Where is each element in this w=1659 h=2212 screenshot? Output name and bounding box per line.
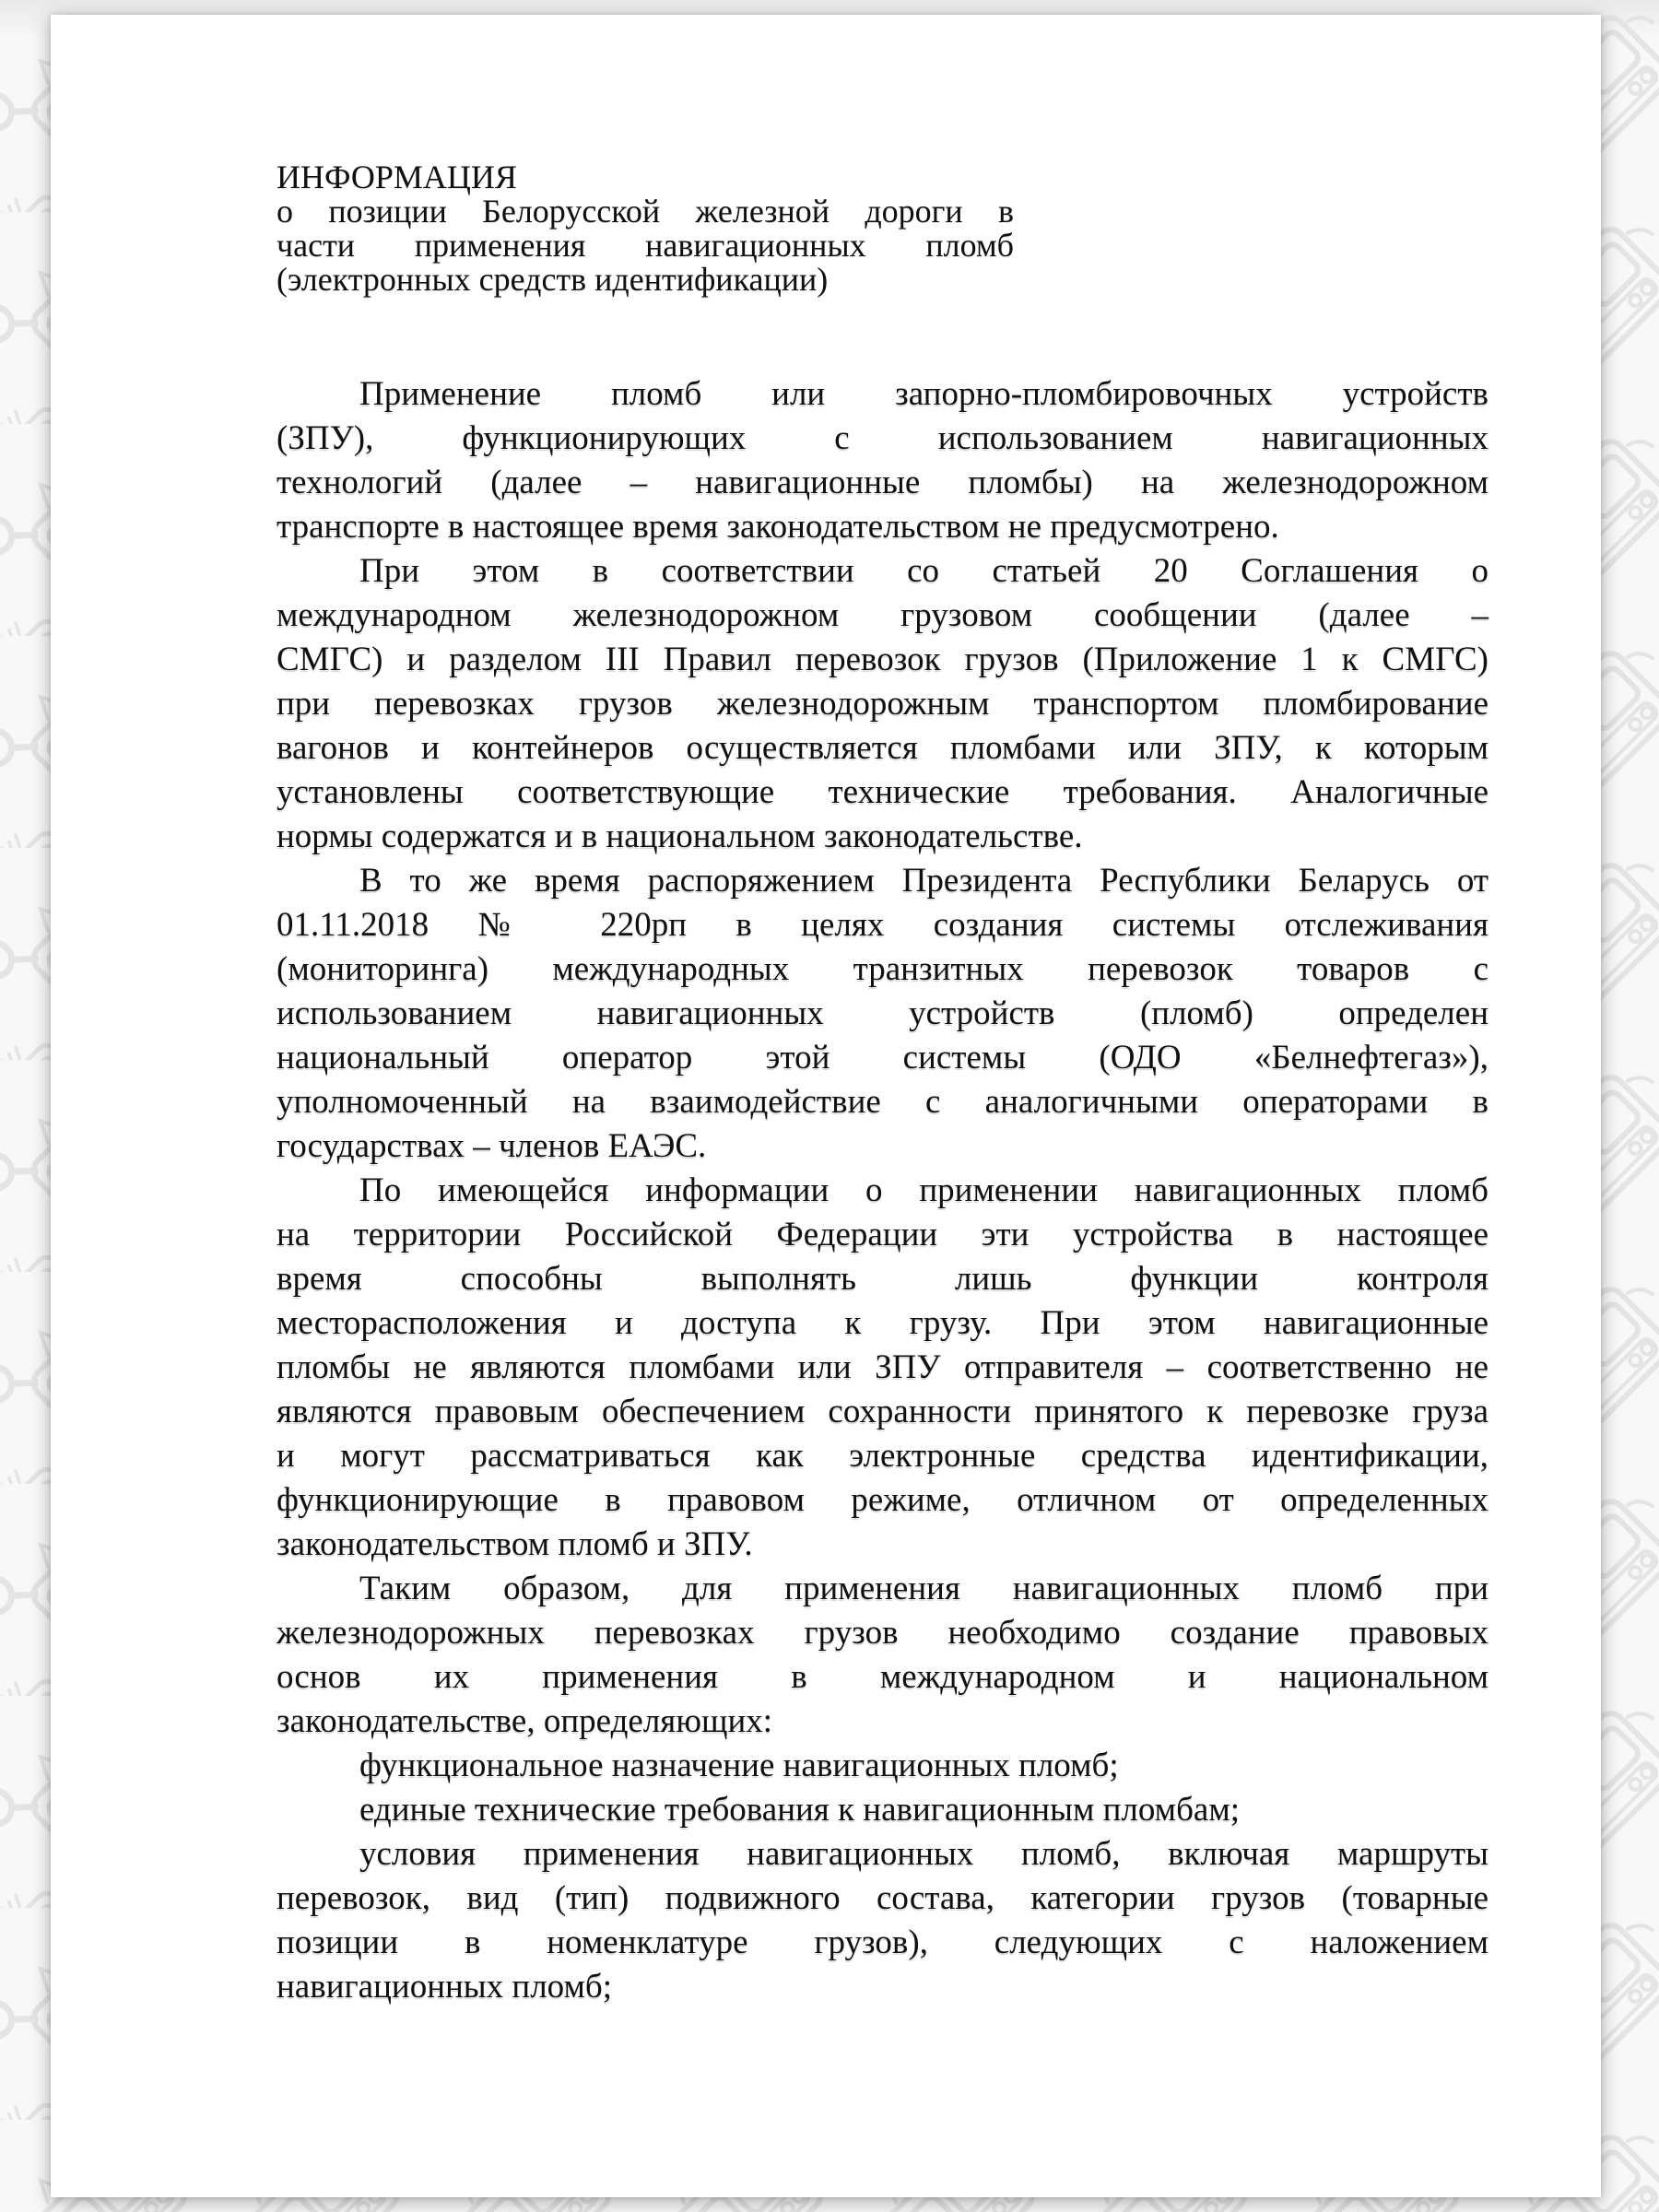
body-line: при перевозках грузов железнодорожным транспортом пломбирование (276, 685, 1488, 723)
body-line: (мониторинга) международных транзитных перевозок товаров с (276, 950, 1488, 988)
body-line: уполномоченный на взаимодействие с аналогичными операторами в (276, 1083, 1488, 1121)
body-line: месторасположения и доступа к грузу. При этом навигационные (276, 1304, 1488, 1342)
document-title (276, 160, 1014, 297)
body-line: установлены соответствующие технические требования. Аналогичные (276, 773, 1488, 811)
body-line: международном железнодорожном грузовом сообщении (далее – (276, 596, 1488, 634)
body-line: единые технические требования к навигационным пломбам; (359, 1791, 1241, 1829)
body-line: законодательством пломб и ЗПУ. (276, 1525, 753, 1563)
body-line: функционирующие в правовом режиме, отличном от определенных (276, 1481, 1488, 1519)
body-line: перевозок, вид (тип) подвижного состава, категории грузов (товарные (276, 1879, 1488, 1917)
document-body (276, 372, 1488, 2009)
body-line: При этом в соответствии со статьей 20 Соглашения о (359, 552, 1488, 590)
body-line: государствах – членов ЕАЭС. (276, 1127, 707, 1165)
title-line: части применения навигационных пломб (276, 227, 1014, 264)
body-line: национальный оператор этой системы (ОДО «Белнефтегаз»), (276, 1039, 1488, 1077)
body-line: нормы содержатся и в национальном законодательстве. (276, 818, 1083, 855)
body-line: Применение пломб или запорно-пломбировочных устройств (359, 375, 1488, 413)
body-line: и могут рассматриваться как электронные средства идентификации, (276, 1437, 1488, 1475)
body-line: Таким образом, для применения навигационных пломб при (359, 1570, 1488, 1607)
title-line: о позиции Белорусской железной дороги в (276, 193, 1014, 229)
body-line: транспорте в настоящее время законодательством не предусмотрено. (276, 508, 1279, 546)
body-line: 01.11.2018 № 220рп в целях создания системы отслеживания (276, 906, 1488, 944)
title-line: ИНФОРМАЦИЯ (276, 159, 517, 195)
title-line: (электронных средств идентификации) (276, 261, 829, 298)
body-line: вагонов и контейнеров осуществляется пломбами или ЗПУ, к которым (276, 729, 1488, 767)
body-line: функциональное назначение навигационных пломб; (359, 1747, 1119, 1784)
body-line: время способны выполнять лишь функции контроля (276, 1260, 1488, 1298)
body-line: В то же время распоряжением Президента Республики Беларусь от (359, 862, 1488, 900)
body-line: СМГС) и разделом III Правил перевозок грузов (Приложение 1 к СМГС) (276, 641, 1488, 678)
body-line: основ их применения в международном и национальном (276, 1658, 1488, 1696)
body-line: на территории Российской Федерации эти устройства в настоящее (276, 1216, 1488, 1253)
document-page (51, 15, 1601, 2197)
body-line: (ЗПУ), функционирующих с использованием навигационных (276, 419, 1488, 457)
body-line: железнодорожных перевозках грузов необходимо создание правовых (276, 1614, 1488, 1652)
body-line: По имеющейся информации о применении навигационных пломб (359, 1171, 1488, 1209)
body-line: технологий (далее – навигационные пломбы) на железнодорожном (276, 464, 1488, 501)
body-line: законодательстве, определяющих: (276, 1702, 773, 1740)
body-line: использованием навигационных устройств (пломб) определен (276, 994, 1488, 1032)
body-line: навигационных пломб; (276, 1968, 612, 2006)
body-line: являются правовым обеспечением сохранности принятого к перевозке груза (276, 1393, 1488, 1430)
body-line: позиции в номенклатуре грузов), следующих с наложением (276, 1924, 1488, 1961)
body-line: условия применения навигационных пломб, включая маршруты (359, 1835, 1488, 1873)
body-line: пломбы не являются пломбами или ЗПУ отправителя – соответственно не (276, 1348, 1488, 1386)
